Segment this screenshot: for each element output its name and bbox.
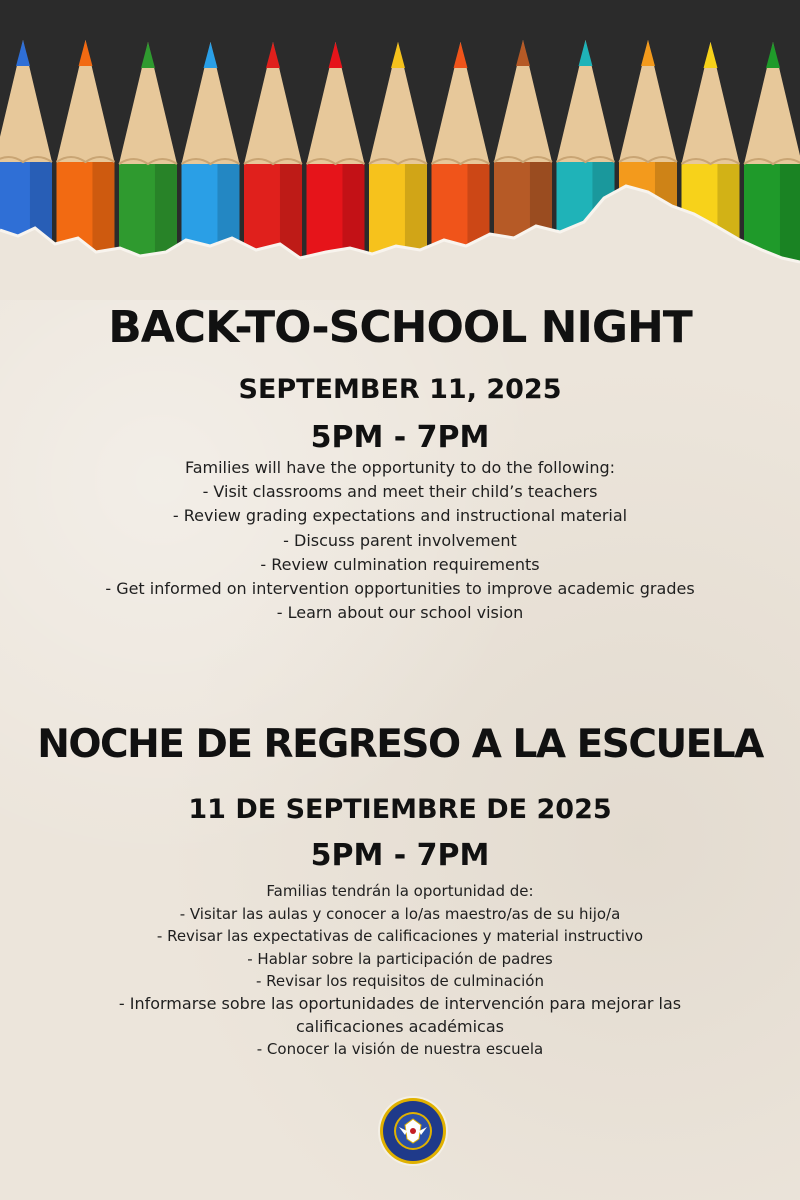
spanish-details-list — [0, 880, 800, 1061]
english-intro: Families will have the opportunity to do the following: — [184, 458, 616, 477]
list-item: - Review grading expectations and instructional material — [172, 506, 628, 526]
list-item: - Review culmination requirements — [260, 554, 540, 574]
colored-pencils-header — [0, 0, 800, 300]
list-item: - Informarse sobre las oportunidades de intervención para mejorar las — [118, 993, 682, 1013]
list-item: - Revisar las expectativas de calificaciones y material instructivo — [156, 927, 644, 946]
list-item: - Conocer la visión de nuestra escuela — [256, 1040, 544, 1059]
english-title: BACK-TO-SCHOOL NIGHT — [108, 302, 692, 353]
list-item: - Discuss parent involvement — [283, 530, 517, 550]
english-time: 5PM - 7PM — [310, 420, 490, 455]
list-item: - Get informed on intervention opportunities to improve academic grades — [105, 579, 695, 599]
spanish-date: 11 DE SEPTIEMBRE DE 2025 — [188, 794, 612, 825]
spanish-title: NOCHE DE REGRESO A LA ESCUELA — [37, 722, 763, 767]
spanish-intro: Familias tendrán la oportunidad de: — [266, 882, 534, 900]
english-details-list — [0, 456, 800, 625]
list-item: - Visit classrooms and meet their child’s teachers — [202, 482, 598, 502]
list-item: - Visitar las aulas y conocer a lo/as maestro/as de su hijo/a — [179, 904, 621, 923]
list-item: - Learn about our school vision — [276, 603, 524, 623]
list-item: - Revisar los requisitos de culminación — [256, 972, 544, 991]
list-item: - Hablar sobre la participación de padres — [247, 949, 553, 968]
english-date: SEPTEMBER 11, 2025 — [238, 374, 562, 405]
school-seal-logo — [377, 1095, 449, 1167]
list-item: calificaciones académicas — [296, 1016, 504, 1036]
spanish-time: 5PM - 7PM — [310, 838, 490, 873]
